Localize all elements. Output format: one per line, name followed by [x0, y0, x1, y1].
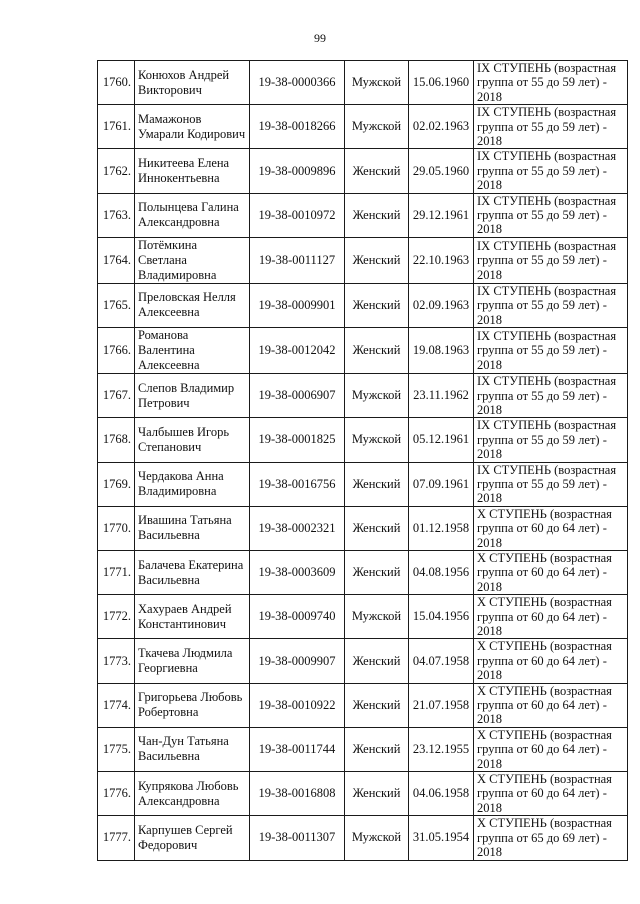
full-name-cell: Полынцева Галина Александровна — [135, 193, 250, 237]
award-step-cell: X СТУПЕНЬ (возрастная группа от 65 до 69 лет) - 2018 — [474, 816, 628, 860]
row-number-cell: 1775. — [98, 727, 135, 771]
gender-cell: Мужской — [345, 595, 409, 639]
row-number-cell: 1774. — [98, 683, 135, 727]
full-name-cell: Ивашина Татьяна Васильевна — [135, 506, 250, 550]
birth-date-cell: 29.05.1960 — [409, 149, 474, 193]
award-step-cell: X СТУПЕНЬ (возрастная группа от 60 до 64 лет) - 2018 — [474, 550, 628, 594]
table-row — [98, 283, 628, 327]
gender-cell: Женский — [345, 727, 409, 771]
table-row — [98, 374, 628, 418]
row-number-cell: 1776. — [98, 772, 135, 816]
table-row — [98, 193, 628, 237]
award-step-cell: IX СТУПЕНЬ (возрастная группа от 55 до 59 лет) - 2018 — [474, 328, 628, 374]
row-number-cell: 1765. — [98, 283, 135, 327]
birth-date-cell: 31.05.1954 — [409, 816, 474, 860]
gender-cell: Мужской — [345, 105, 409, 149]
uin-cell: 19-38-0011744 — [250, 727, 345, 771]
birth-date-cell: 15.04.1956 — [409, 595, 474, 639]
row-number-cell: 1770. — [98, 506, 135, 550]
gender-cell: Женский — [345, 193, 409, 237]
full-name-cell: Чердакова Анна Владимировна — [135, 462, 250, 506]
birth-date-cell: 02.02.1963 — [409, 105, 474, 149]
full-name-cell: Мамажонов Умарали Кодирович — [135, 105, 250, 149]
award-step-cell: IX СТУПЕНЬ (возрастная группа от 55 до 59 лет) - 2018 — [474, 374, 628, 418]
table-row — [98, 237, 628, 283]
birth-date-cell: 04.08.1956 — [409, 550, 474, 594]
row-number-cell: 1773. — [98, 639, 135, 683]
table-row — [98, 462, 628, 506]
row-number-cell: 1767. — [98, 374, 135, 418]
birth-date-cell: 29.12.1961 — [409, 193, 474, 237]
uin-cell: 19-38-0000366 — [250, 61, 345, 105]
row-number-cell: 1766. — [98, 328, 135, 374]
row-number-cell: 1768. — [98, 418, 135, 462]
gender-cell: Женский — [345, 639, 409, 683]
birth-date-cell: 15.06.1960 — [409, 61, 474, 105]
table-row — [98, 816, 628, 860]
table-row — [98, 772, 628, 816]
table-row — [98, 149, 628, 193]
birth-date-cell: 22.10.1963 — [409, 237, 474, 283]
gender-cell: Мужской — [345, 816, 409, 860]
award-step-cell: X СТУПЕНЬ (возрастная группа от 60 до 64 лет) - 2018 — [474, 727, 628, 771]
uin-cell: 19-38-0010922 — [250, 683, 345, 727]
page-number: 99 — [314, 31, 326, 45]
gender-cell: Женский — [345, 237, 409, 283]
uin-cell: 19-38-0018266 — [250, 105, 345, 149]
gender-cell: Мужской — [345, 418, 409, 462]
table-row — [98, 639, 628, 683]
table-row — [98, 506, 628, 550]
birth-date-cell: 21.07.1958 — [409, 683, 474, 727]
table-row — [98, 683, 628, 727]
table-row — [98, 595, 628, 639]
registry-body — [98, 61, 628, 861]
table-row — [98, 550, 628, 594]
award-step-cell: X СТУПЕНЬ (возрастная группа от 60 до 64 лет) - 2018 — [474, 506, 628, 550]
award-step-cell: IX СТУПЕНЬ (возрастная группа от 55 до 59 лет) - 2018 — [474, 105, 628, 149]
uin-cell: 19-38-0016756 — [250, 462, 345, 506]
uin-cell: 19-38-0012042 — [250, 328, 345, 374]
birth-date-cell: 01.12.1958 — [409, 506, 474, 550]
uin-cell: 19-38-0010972 — [250, 193, 345, 237]
award-step-cell: IX СТУПЕНЬ (возрастная группа от 55 до 59 лет) - 2018 — [474, 283, 628, 327]
full-name-cell: Конюхов Андрей Викторович — [135, 61, 250, 105]
table-row — [98, 105, 628, 149]
gender-cell: Женский — [345, 506, 409, 550]
table-row — [98, 727, 628, 771]
award-step-cell: IX СТУПЕНЬ (возрастная группа от 55 до 59 лет) - 2018 — [474, 462, 628, 506]
award-step-cell: IX СТУПЕНЬ (возрастная группа от 55 до 59 лет) - 2018 — [474, 237, 628, 283]
row-number-cell: 1762. — [98, 149, 135, 193]
uin-cell: 19-38-0003609 — [250, 550, 345, 594]
uin-cell: 19-38-0011127 — [250, 237, 345, 283]
award-step-cell: IX СТУПЕНЬ (возрастная группа от 55 до 59 лет) - 2018 — [474, 61, 628, 105]
row-number-cell: 1772. — [98, 595, 135, 639]
full-name-cell: Чан-Дун Татьяна Васильевна — [135, 727, 250, 771]
uin-cell: 19-38-0006907 — [250, 374, 345, 418]
birth-date-cell: 23.12.1955 — [409, 727, 474, 771]
full-name-cell: Ткачева Людмила Георгиевна — [135, 639, 250, 683]
award-step-cell: X СТУПЕНЬ (возрастная группа от 60 до 64 лет) - 2018 — [474, 683, 628, 727]
gender-cell: Женский — [345, 772, 409, 816]
uin-cell: 19-38-0009901 — [250, 283, 345, 327]
birth-date-cell: 19.08.1963 — [409, 328, 474, 374]
registry-table — [97, 60, 628, 861]
award-step-cell: IX СТУПЕНЬ (возрастная группа от 55 до 59 лет) - 2018 — [474, 418, 628, 462]
table-row — [98, 418, 628, 462]
full-name-cell: Хахураев Андрей Константинович — [135, 595, 250, 639]
row-number-cell: 1771. — [98, 550, 135, 594]
full-name-cell: Григорьева Любовь Робертовна — [135, 683, 250, 727]
gender-cell: Женский — [345, 683, 409, 727]
gender-cell: Женский — [345, 149, 409, 193]
uin-cell: 19-38-0011307 — [250, 816, 345, 860]
table-row — [98, 61, 628, 105]
birth-date-cell: 05.12.1961 — [409, 418, 474, 462]
full-name-cell: Романова Валентина Алексеевна — [135, 328, 250, 374]
gender-cell: Женский — [345, 550, 409, 594]
full-name-cell: Купрякова Любовь Александровна — [135, 772, 250, 816]
row-number-cell: 1769. — [98, 462, 135, 506]
gender-cell: Женский — [345, 283, 409, 327]
uin-cell: 19-38-0016808 — [250, 772, 345, 816]
award-step-cell: X СТУПЕНЬ (возрастная группа от 60 до 64 лет) - 2018 — [474, 772, 628, 816]
row-number-cell: 1760. — [98, 61, 135, 105]
full-name-cell: Карпушев Сергей Федорович — [135, 816, 250, 860]
uin-cell: 19-38-0009740 — [250, 595, 345, 639]
row-number-cell: 1764. — [98, 237, 135, 283]
award-step-cell: X СТУПЕНЬ (возрастная группа от 60 до 64 лет) - 2018 — [474, 595, 628, 639]
gender-cell: Женский — [345, 328, 409, 374]
birth-date-cell: 04.07.1958 — [409, 639, 474, 683]
gender-cell: Женский — [345, 462, 409, 506]
full-name-cell: Чалбышев Игорь Степанович — [135, 418, 250, 462]
full-name-cell: Преловская Нелля Алексеевна — [135, 283, 250, 327]
row-number-cell: 1761. — [98, 105, 135, 149]
uin-cell: 19-38-0009907 — [250, 639, 345, 683]
birth-date-cell: 23.11.1962 — [409, 374, 474, 418]
gender-cell: Мужской — [345, 374, 409, 418]
full-name-cell: Потёмкина Светлана Владимировна — [135, 237, 250, 283]
uin-cell: 19-38-0009896 — [250, 149, 345, 193]
row-number-cell: 1777. — [98, 816, 135, 860]
birth-date-cell: 07.09.1961 — [409, 462, 474, 506]
full-name-cell: Никитеева Елена Иннокентьевна — [135, 149, 250, 193]
full-name-cell: Слепов Владимир Петрович — [135, 374, 250, 418]
birth-date-cell: 04.06.1958 — [409, 772, 474, 816]
full-name-cell: Балачева Екатерина Васильевна — [135, 550, 250, 594]
gender-cell: Мужской — [345, 61, 409, 105]
award-step-cell: X СТУПЕНЬ (возрастная группа от 60 до 64 лет) - 2018 — [474, 639, 628, 683]
uin-cell: 19-38-0002321 — [250, 506, 345, 550]
award-step-cell: IX СТУПЕНЬ (возрастная группа от 55 до 59 лет) - 2018 — [474, 149, 628, 193]
award-step-cell: IX СТУПЕНЬ (возрастная группа от 55 до 59 лет) - 2018 — [474, 193, 628, 237]
uin-cell: 19-38-0001825 — [250, 418, 345, 462]
birth-date-cell: 02.09.1963 — [409, 283, 474, 327]
table-row — [98, 328, 628, 374]
row-number-cell: 1763. — [98, 193, 135, 237]
